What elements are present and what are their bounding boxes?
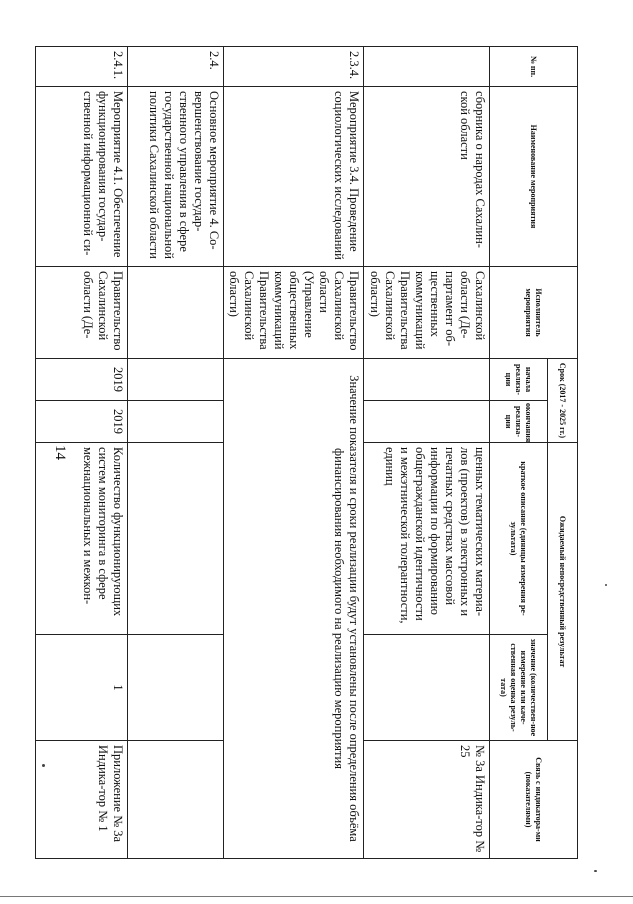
table-row [36, 47, 128, 859]
table-row [128, 47, 224, 859]
row-desc: щенных тематических материа-лов (проектов) в электронных и печатных средствах массовой информации по формированию общегражданской идентичности и межэтнической толерантности, единиц [364, 443, 490, 635]
table-row [224, 47, 364, 859]
table-row [364, 47, 490, 859]
row-name: сборника о народах Сахалин-ской области [364, 87, 490, 267]
row-desc [128, 443, 224, 635]
row-link [128, 741, 224, 859]
header-link: Связь с индикатора-ми (показателями) [490, 741, 578, 859]
row-executor: Правительство Сахалинской области (Управление общественных коммуникаций Правительства Сахалинской области) [224, 267, 364, 359]
rotated-table-wrapper [38, 46, 578, 858]
row-value: 1 [36, 635, 128, 741]
row-end [128, 401, 224, 443]
row-num: 2.4.1. [36, 47, 128, 87]
row-executor [128, 267, 224, 359]
row-merged-note: Значение показателя и сроки реализации будут установлены после определения объёма финансирования необходимого на реализацию мероприятия [224, 359, 364, 859]
header-term: Срок (2017 - 2025 гг.) [548, 359, 578, 443]
row-desc: Количество функционирующих систем мониторинга в сфере межнациональных и межкон- [36, 443, 128, 635]
header-name: Наименование мероприятия [490, 87, 578, 267]
row-start: 2019 [36, 359, 128, 401]
row-value [128, 635, 224, 741]
header-result: Ожидаемый непосредственный результат [548, 443, 578, 741]
header-term-start: начала реализа-ции [490, 359, 548, 401]
row-name: Основное мероприятие 4. Со-вершенствование государ-ственного управления в сфере государственной национальной политики Сахалинской области [128, 87, 224, 267]
scan-speck [594, 870, 597, 872]
row-end [364, 401, 490, 443]
row-name: Мероприятие 3.4. Проведение социологических исследований [224, 87, 364, 267]
row-end: 2019 [36, 401, 128, 443]
measures-table [35, 46, 578, 859]
header-result-desc: краткое описание (единицы измерения ре-зультата) [490, 443, 548, 635]
row-value [364, 635, 490, 741]
row-executor: Правительство Сахалинской области (Де- [36, 267, 128, 359]
row-executor: Сахалинской области (Де-партамент об-щественных коммуникаций Правительства Сахалинской области) [364, 267, 490, 359]
row-num: 2.3.4. [224, 47, 364, 87]
header-num: № пп. [490, 47, 578, 87]
scan-edge-line [0, 896, 633, 897]
page-number: 14 [52, 445, 68, 460]
row-start [128, 359, 224, 401]
row-num: 2.4. [128, 47, 224, 87]
row-num [364, 47, 490, 87]
row-link: Приложение № 3а Индика-тор № 1 [36, 741, 128, 859]
scan-speck [605, 584, 607, 586]
row-start [364, 359, 490, 401]
header-row-1 [548, 47, 578, 859]
header-executor: Исполнитель мероприятия [490, 267, 578, 359]
row-link: № 3а Индика-тор № 25 [364, 741, 490, 859]
header-term-end: окончания реализа-ции [490, 401, 548, 443]
row-name: Мероприятие 4.1. Обеспечение функционирования государ-ственной информационной си- [36, 87, 128, 267]
header-result-value: значение (количествен-ное измерение или каче-ственная оценка резуль-тата) [490, 635, 548, 741]
